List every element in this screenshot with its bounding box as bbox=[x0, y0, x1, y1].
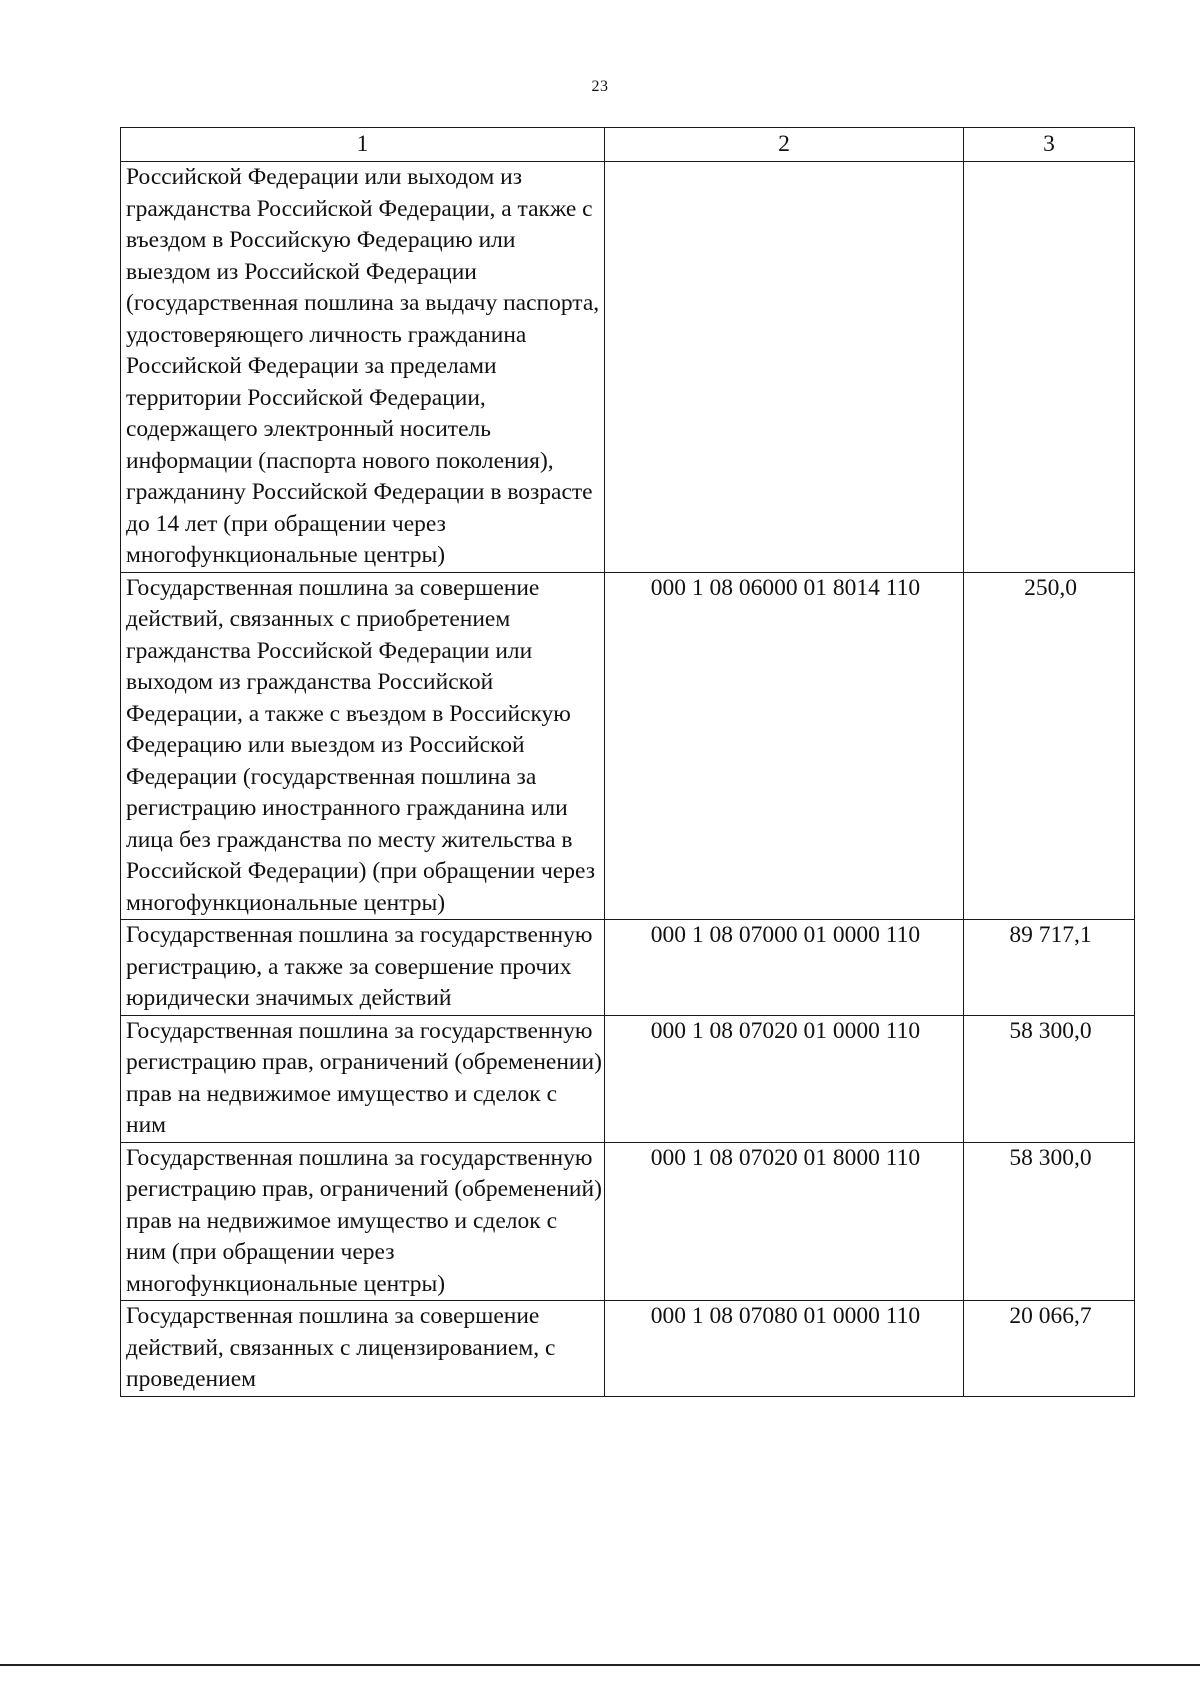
row-description: Государственная пошлина за государственную регистрацию прав, ограничений (обременений) прав на недвижимое имущество и сделок с ним (при обращении через многофункциональные центры) bbox=[121, 1142, 605, 1301]
column-header-2: 2 bbox=[605, 128, 964, 162]
row-code bbox=[605, 162, 964, 573]
row-description: Российской Федерации или выходом из гражданства Российской Федерации, а также с въездом в Российскую Федерацию или выездом из Российской Федерации (государственная пошлина за выдачу паспорта, удостоверяющего личность гражданина Российской Федерации за пределами территории Российской Федерации, содержащего электронный носитель информации (паспорта нового поколения), гражданину Российской Федерации в возрасте до 14 лет (при обращении через многофункциональные центры) bbox=[121, 162, 605, 573]
row-code: 000 1 08 07000 01 0000 110 bbox=[605, 920, 964, 1016]
row-amount bbox=[964, 162, 1135, 573]
row-description: Государственная пошлина за совершение действий, связанных с лицензированием, с проведением bbox=[121, 1301, 605, 1397]
row-code: 000 1 08 07020 01 0000 110 bbox=[605, 1015, 964, 1142]
row-amount: 58 300,0 bbox=[964, 1015, 1135, 1142]
table-row bbox=[121, 162, 1135, 573]
page-number: 23 bbox=[591, 78, 609, 95]
row-description: Государственная пошлина за совершение действий, связанных с приобретением гражданства Российской Федерации или выходом из гражданства Российской Федерации, а также с въездом в Российскую Федерацию или выездом из Российской Федерации (государственная пошлина за регистрацию иностранного гражданина или лица без гражданства по месту жительства в Российской Федерации) (при обращении через многофункциональные центры) bbox=[121, 572, 605, 920]
row-description: Государственная пошлина за государственную регистрацию, а также за совершение прочих юридически значимых действий bbox=[121, 920, 605, 1016]
table-row bbox=[121, 1301, 1135, 1397]
column-header-3: 3 bbox=[964, 128, 1135, 162]
row-code: 000 1 08 07020 01 8000 110 bbox=[605, 1142, 964, 1301]
table-row bbox=[121, 572, 1135, 920]
column-header-1: 1 bbox=[121, 128, 605, 162]
row-amount: 250,0 bbox=[964, 572, 1135, 920]
footer-rule bbox=[0, 1664, 1200, 1666]
row-amount: 20 066,7 bbox=[964, 1301, 1135, 1397]
table-row bbox=[121, 1142, 1135, 1301]
row-amount: 89 717,1 bbox=[964, 920, 1135, 1016]
table-header-row bbox=[121, 128, 1135, 162]
row-code: 000 1 08 06000 01 8014 110 bbox=[605, 572, 964, 920]
table-row bbox=[121, 1015, 1135, 1142]
table-row bbox=[121, 920, 1135, 1016]
row-code: 000 1 08 07080 01 0000 110 bbox=[605, 1301, 964, 1397]
row-amount: 58 300,0 bbox=[964, 1142, 1135, 1301]
row-description: Государственная пошлина за государственную регистрацию прав, ограничений (обременении) прав на недвижимое имущество и сделок с ним bbox=[121, 1015, 605, 1142]
revenue-table bbox=[120, 127, 1135, 1397]
